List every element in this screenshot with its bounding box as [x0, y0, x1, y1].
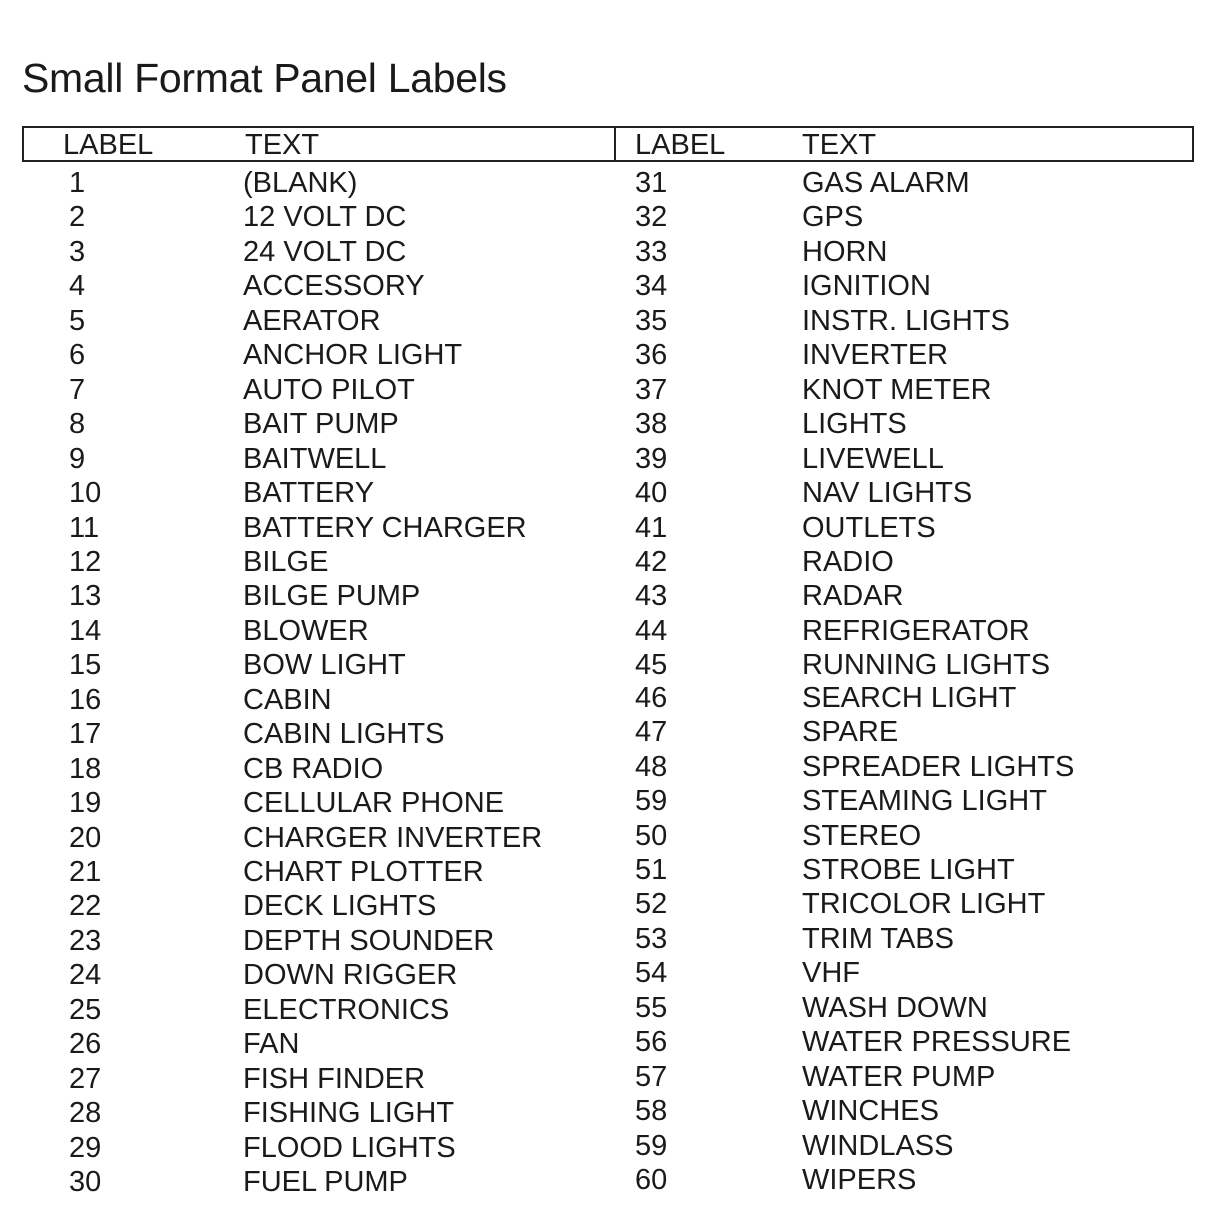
left-row-text: 12 VOLT DC	[243, 201, 407, 234]
right-row-label: 52	[635, 888, 668, 921]
left-text-header: TEXT	[245, 129, 320, 161]
left-row-text: BATTERY	[243, 477, 375, 510]
left-row-label: 11	[69, 511, 100, 544]
left-row-text: CELLULAR PHONE	[243, 787, 505, 820]
left-row-label: 22	[69, 890, 102, 923]
right-row-label: 39	[635, 442, 668, 475]
left-row-label: 25	[69, 993, 102, 1026]
left-row-label: 12	[69, 545, 102, 578]
right-row-text: REFRIGERATOR	[802, 614, 1030, 647]
right-row-label: 50	[635, 819, 668, 852]
right-row-label: 47	[635, 716, 668, 749]
left-row-label: 17	[69, 718, 102, 751]
right-row-label: 31	[635, 167, 668, 199]
right-row-label: 40	[635, 477, 668, 510]
left-row-label: 26	[69, 1028, 102, 1061]
left-row-text: FAN	[243, 1028, 300, 1061]
right-row-label: 53	[635, 922, 668, 955]
right-row-text: WASH DOWN	[802, 991, 988, 1024]
right-row-text: OUTLETS	[802, 511, 936, 544]
left-row-text: CABIN LIGHTS	[243, 718, 445, 751]
right-row-text: RUNNING LIGHTS	[802, 649, 1051, 682]
right-row-label: 32	[635, 201, 668, 234]
right-row-text: WATER PRESSURE	[802, 1026, 1072, 1059]
right-row-text: STROBE LIGHT	[802, 854, 1015, 886]
left-row-text: ELECTRONICS	[243, 993, 450, 1026]
left-row-text: AUTO PILOT	[243, 373, 415, 406]
left-row-text: AERATOR	[243, 304, 381, 337]
right-row-label: 55	[635, 991, 668, 1024]
left-row-label: 21	[69, 856, 102, 888]
left-row-text: CHART PLOTTER	[243, 856, 484, 888]
right-row-text: STEREO	[802, 819, 922, 852]
left-row-label: 1	[69, 167, 86, 199]
left-row-text: CABIN	[243, 683, 332, 716]
right-row-text: NAV LIGHTS	[802, 477, 973, 510]
right-row-text: RADIO	[802, 545, 894, 578]
left-row-text: DOWN RIGGER	[243, 959, 458, 992]
right-row-label: 51	[635, 854, 668, 886]
left-row-label: 28	[69, 1097, 102, 1130]
left-row-text: CB RADIO	[243, 752, 384, 785]
right-row-label: 45	[635, 649, 668, 682]
right-row-text: VHF	[802, 957, 860, 990]
right-row-text: GPS	[802, 201, 864, 234]
left-row-label: 8	[69, 408, 86, 441]
right-row-label: 48	[635, 750, 668, 783]
left-row-label: 7	[69, 373, 86, 406]
right-row-text: TRIM TABS	[802, 922, 954, 955]
right-row-label: 37	[635, 373, 668, 406]
right-row-text: KNOT METER	[802, 373, 992, 406]
left-row-label: 27	[69, 1062, 102, 1095]
left-row-label: 15	[69, 649, 102, 682]
right-row-label: 46	[635, 681, 668, 714]
right-row-text: STEAMING LIGHT	[802, 785, 1047, 818]
right-row-text: WIPERS	[802, 1164, 917, 1197]
left-row-text: CHARGER INVERTER	[243, 821, 543, 854]
right-row-label: 41	[635, 511, 668, 544]
right-row-label: 59	[635, 1129, 668, 1162]
right-row-text: HORN	[802, 235, 888, 268]
right-row-text: WATER PUMP	[802, 1060, 996, 1093]
right-row-label: 35	[635, 304, 668, 337]
left-row-label: 19	[69, 787, 102, 820]
left-row-label: 10	[69, 477, 102, 510]
right-row-text: INVERTER	[802, 339, 949, 372]
right-row-text: WINCHES	[802, 1095, 939, 1128]
right-row-text: SPREADER LIGHTS	[802, 750, 1075, 783]
left-row-text: BLOWER	[243, 614, 369, 647]
left-row-text: BAIT PUMP	[243, 408, 399, 441]
left-row-label: 9	[69, 442, 86, 475]
right-row-text: GAS ALARM	[802, 167, 970, 199]
left-row-text: FISHING LIGHT	[243, 1097, 455, 1130]
left-row-text: FLOOD LIGHTS	[243, 1131, 456, 1164]
left-row-text: BAITWELL	[243, 442, 387, 475]
left-row-text: FISH FINDER	[243, 1062, 426, 1095]
left-row-label: 14	[69, 614, 102, 647]
right-row-label: 54	[635, 957, 668, 990]
right-row-text: LIGHTS	[802, 408, 907, 441]
left-row-label: 16	[69, 683, 102, 716]
left-row-text: DECK LIGHTS	[243, 890, 437, 923]
left-row-text: BATTERY CHARGER	[243, 511, 527, 544]
right-row-label: 38	[635, 408, 668, 441]
right-row-text: IGNITION	[802, 270, 931, 303]
left-row-text: (BLANK)	[243, 167, 358, 199]
right-row-label: 58	[635, 1095, 668, 1128]
right-row-label: 34	[635, 270, 668, 303]
left-row-text: FUEL PUMP	[243, 1166, 408, 1199]
left-row-label: 18	[69, 752, 102, 785]
right-row-label: 36	[635, 339, 668, 372]
left-row-label: 5	[69, 304, 86, 337]
right-row-label: 59	[635, 785, 668, 818]
left-row-label: 30	[69, 1166, 102, 1199]
left-row-text: 24 VOLT DC	[243, 235, 407, 268]
left-row-label: 29	[69, 1131, 102, 1164]
left-row-label: 6	[69, 339, 86, 372]
header-divider	[614, 126, 616, 162]
left-row-text: BILGE	[243, 545, 329, 578]
left-row-label: 4	[69, 270, 86, 303]
left-row-label: 3	[69, 235, 86, 268]
right-label-header: LABEL	[635, 129, 726, 161]
right-row-label: 33	[635, 235, 668, 268]
right-row-label: 57	[635, 1060, 668, 1093]
right-row-text: LIVEWELL	[802, 442, 944, 475]
right-row-label: 44	[635, 614, 668, 647]
right-row-text: SPARE	[802, 716, 899, 749]
left-row-label: 2	[69, 201, 86, 234]
right-row-label: 42	[635, 545, 668, 578]
left-row-label: 20	[69, 821, 102, 854]
right-row-label: 60	[635, 1164, 668, 1197]
left-row-label: 23	[69, 924, 102, 957]
left-row-text: DEPTH SOUNDER	[243, 924, 495, 957]
right-row-text: INSTR. LIGHTS	[802, 304, 1010, 337]
right-row-text: RADAR	[802, 580, 904, 613]
right-row-text: SEARCH LIGHT	[802, 681, 1017, 714]
table-header	[22, 126, 1194, 162]
left-label-header: LABEL	[63, 129, 154, 161]
page-title: Small Format Panel Labels	[22, 55, 507, 101]
left-row-text: BILGE PUMP	[243, 580, 421, 613]
right-row-label: 56	[635, 1026, 668, 1059]
right-text-header: TEXT	[802, 129, 877, 161]
left-row-label: 24	[69, 959, 102, 992]
left-row-text: BOW LIGHT	[243, 649, 406, 682]
right-row-text: WINDLASS	[802, 1129, 954, 1162]
right-row-label: 43	[635, 580, 668, 613]
left-row-text: ANCHOR LIGHT	[243, 339, 463, 372]
left-row-label: 13	[69, 580, 102, 613]
right-row-text: TRICOLOR LIGHT	[802, 888, 1046, 921]
left-row-text: ACCESSORY	[243, 270, 425, 303]
